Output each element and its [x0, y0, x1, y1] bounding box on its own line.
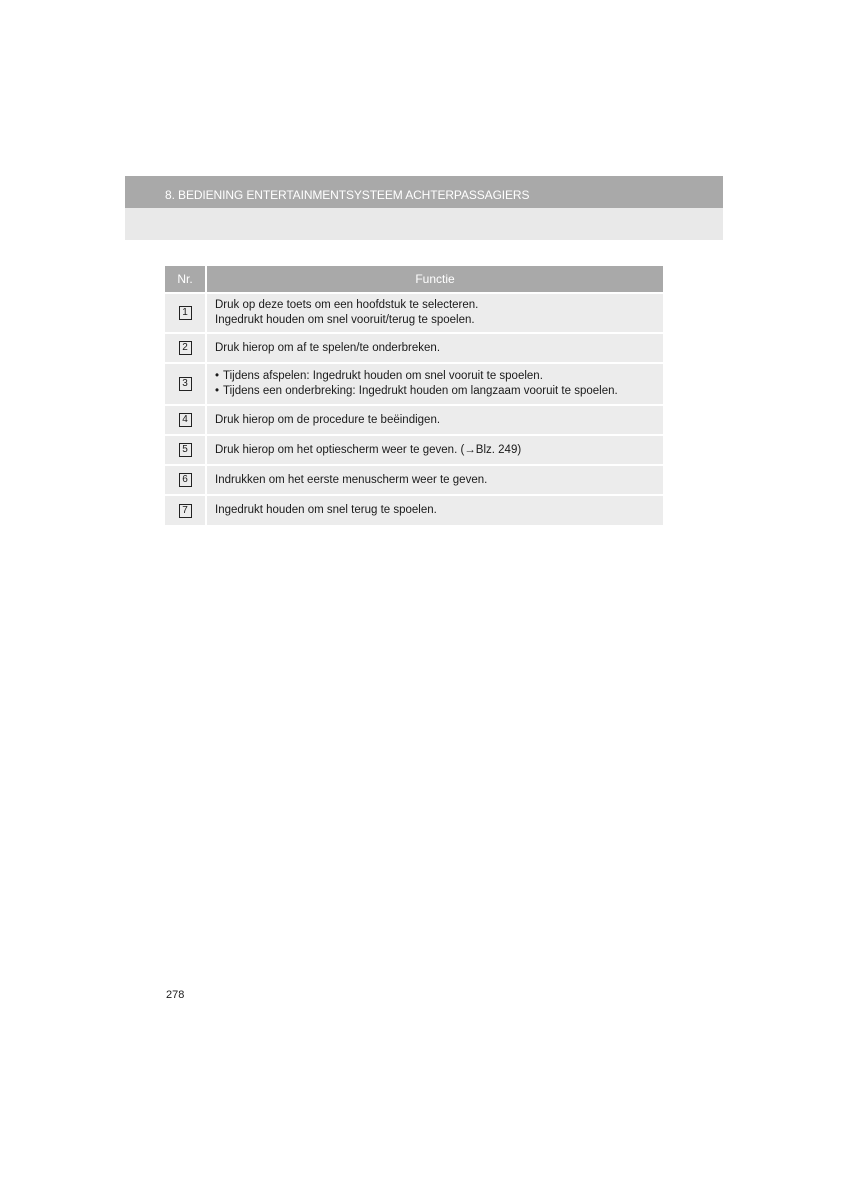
number-box: 1: [179, 306, 192, 320]
table-row: [165, 333, 663, 363]
row-description: [206, 405, 663, 435]
page-number: 278: [166, 989, 185, 1001]
number-box: 4: [179, 413, 192, 427]
table-row: [165, 495, 663, 525]
row-description: [206, 435, 663, 465]
bullet-line: • Tijdens afspelen: Ingedrukt houden om snel vooruit te spoelen.: [215, 369, 655, 384]
table-row: [165, 465, 663, 495]
number-box: 5: [179, 443, 192, 457]
description-line: Ingedrukt houden om snel vooruit/terug te spoelen.: [215, 314, 475, 326]
row-number-cell: [165, 435, 206, 465]
row-description: [206, 293, 663, 333]
section-title: 8. BEDIENING ENTERTAINMENTSYSTEEM ACHTERPASSAGIERS: [165, 188, 530, 202]
description-line: Druk hierop om af te spelen/te onderbreken.: [215, 341, 441, 354]
bullet-line: • Tijdens een onderbreking: Ingedrukt houden om langzaam vooruit te spoelen.: [215, 384, 655, 399]
function-table: [165, 266, 663, 525]
description-line: Druk hierop om de procedure te beëindigen.: [215, 413, 441, 426]
section-header-bar: [125, 176, 723, 208]
table-row: [165, 293, 663, 333]
description-line: Indrukken om het eerste menuscherm weer te geven.: [215, 473, 488, 486]
row-number-cell: [165, 293, 206, 333]
section-header: [125, 176, 723, 240]
table-row: [165, 405, 663, 435]
table-header-row: [165, 266, 663, 293]
description-line: Druk op deze toets om een hoofdstuk te selecteren.: [215, 299, 479, 311]
row-number-cell: [165, 465, 206, 495]
column-header-functie: Functie: [206, 266, 663, 293]
row-description: [206, 495, 663, 525]
number-box: 3: [179, 377, 192, 391]
number-box: 2: [179, 341, 192, 355]
row-number-cell: [165, 495, 206, 525]
row-description: [206, 333, 663, 363]
row-number-cell: [165, 363, 206, 405]
description-line: Druk hierop om het optiescherm weer te geven. (→Blz. 249): [215, 443, 522, 456]
section-header-band: [125, 208, 723, 240]
row-number-cell: [165, 333, 206, 363]
row-description: [206, 465, 663, 495]
description-line: Ingedrukt houden om snel terug te spoelen.: [215, 504, 437, 516]
row-description: [206, 363, 663, 405]
table-row: [165, 435, 663, 465]
number-box: 7: [179, 504, 192, 518]
number-box: 6: [179, 473, 192, 487]
column-header-nr: Nr.: [165, 266, 206, 293]
row-number-cell: [165, 405, 206, 435]
table-row: [165, 363, 663, 405]
